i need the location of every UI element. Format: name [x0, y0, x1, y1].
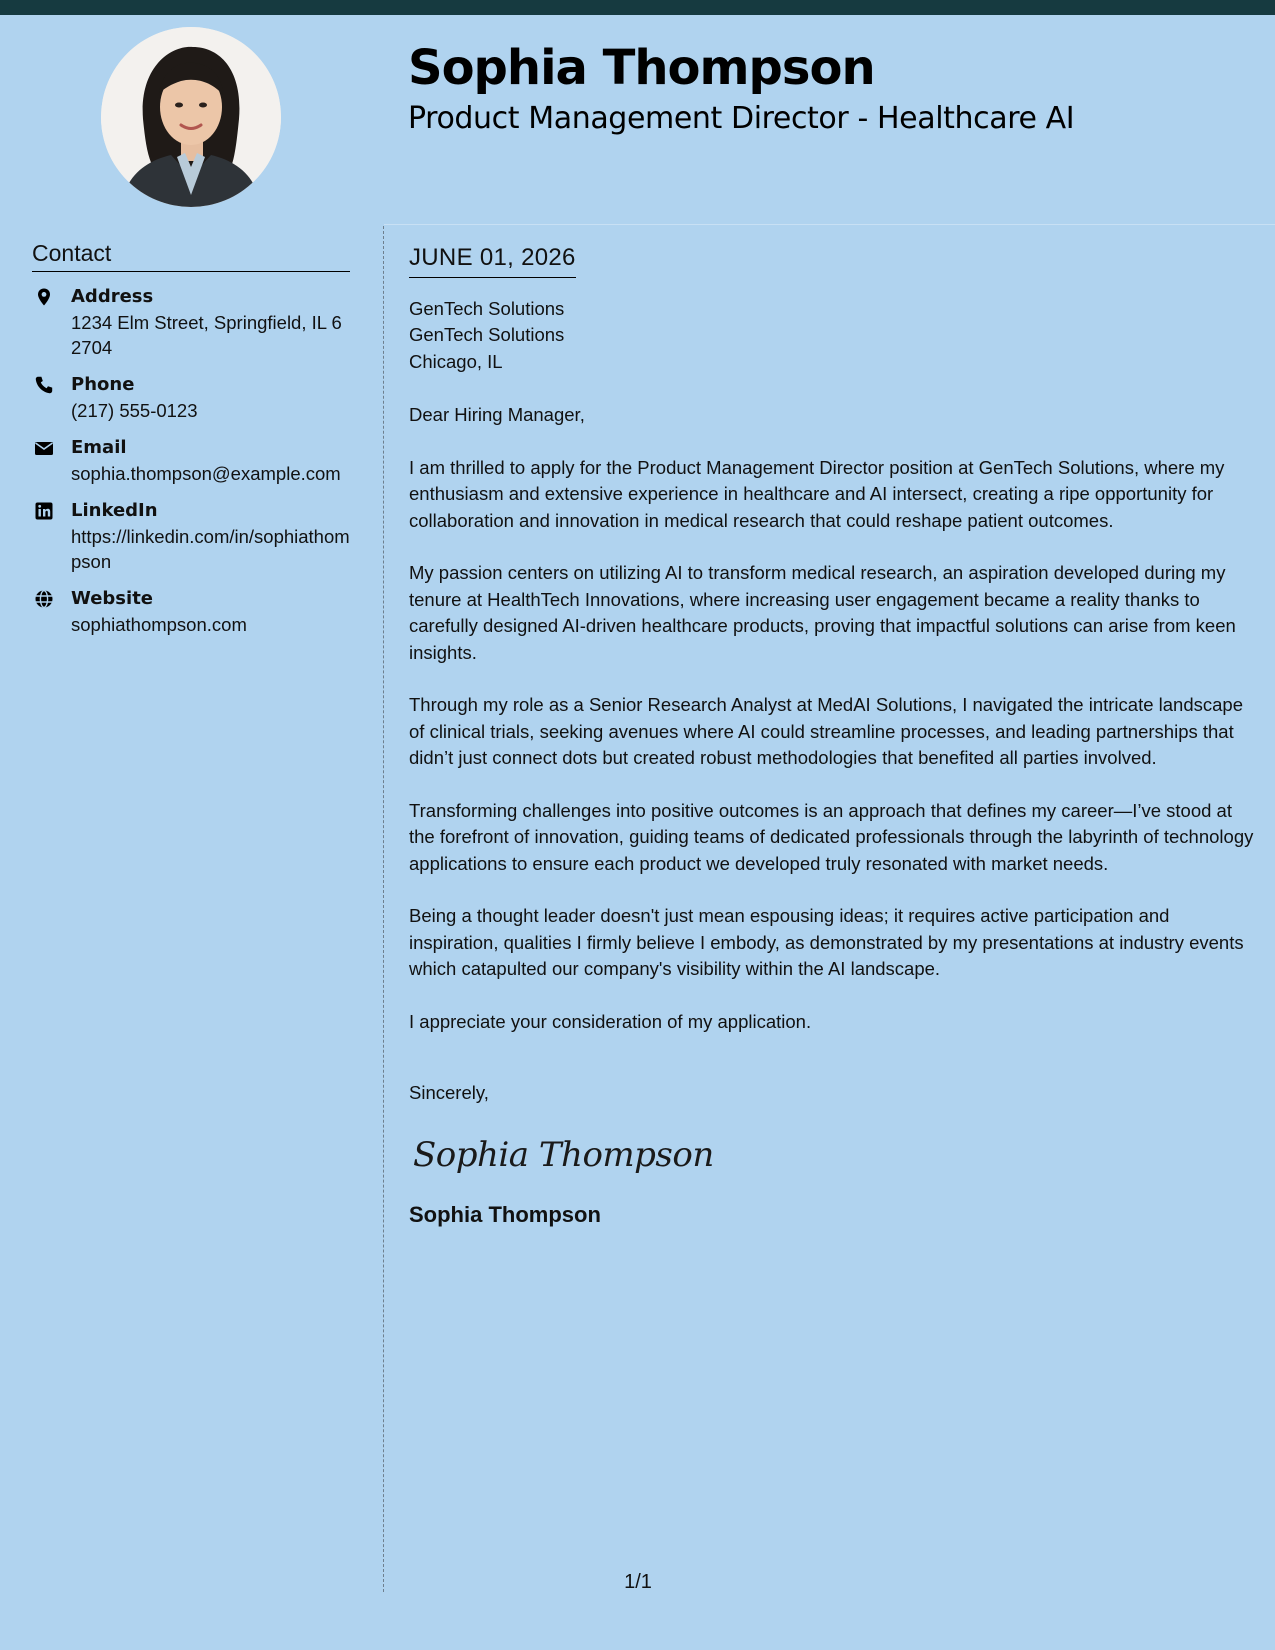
letter-date: JUNE 01, 2026 — [409, 244, 576, 278]
contact-item-linkedin — [32, 498, 352, 574]
phone-value[interactable]: (217) 555-0123 — [71, 400, 198, 421]
linkedin-icon — [34, 501, 54, 521]
globe-icon — [34, 589, 54, 609]
header-divider — [384, 224, 1275, 225]
letter-paragraph: Transforming challenges into positive outcomes is an approach that defines my career—I’ve stood at the forefront of innovation, guiding teams of dedicated professionals through the labyrinth of technology applications to ensure each product we developed truly resonated with market needs. — [409, 799, 1254, 874]
email-label: Email — [71, 437, 127, 458]
contact-list — [32, 284, 352, 649]
letter-paragraph: My passion centers on utilizing AI to transform medical research, an aspiration developed during my tenure at HealthTech Innovations, where increasing user engagement became a reality thanks to carefully designed AI-driven healthcare products, proving that impactful solutions can arise from keen insights. — [409, 562, 1236, 663]
address-label: Address — [71, 286, 154, 307]
letter-paragraph: I appreciate your consideration of my application. — [409, 1010, 812, 1032]
website-value[interactable]: sophiathompson.com — [71, 614, 247, 635]
job-title: Product Management Director - Healthcare AI — [408, 101, 1075, 136]
envelope-icon — [34, 438, 54, 458]
signer-name: Sophia Thompson — [409, 1201, 601, 1227]
linkedin-label: LinkedIn — [71, 500, 158, 521]
page-number: 1/1 — [624, 1571, 652, 1593]
letter-paragraph: I am thrilled to apply for the Product Management Director position at GenTech Solutions, where my enthusiasm and extensive experience in healthcare and AI intersect, creating a ripe opportunity for collaboration and innovation in medical research that could reshape patient outcomes. — [409, 456, 1225, 531]
contact-item-website — [32, 586, 352, 637]
linkedin-value[interactable]: https://linkedin.com/in/sophiathompson — [71, 526, 350, 572]
letter-paragraph: Being a thought leader doesn't just mean espousing ideas; it requires active participation and inspiration, qualities I firmly believe I embody, as demonstrated by my presentations at industry events which catapulted our company's visibility within the AI landscape. — [409, 905, 1244, 980]
contact-item-address — [32, 284, 352, 360]
phone-icon — [34, 375, 54, 395]
column-divider — [383, 226, 384, 1592]
recipient-line: GenTech Solutions — [409, 324, 565, 346]
address-value: 1234 Elm Street, Springfield, IL 62704 — [71, 312, 342, 358]
top-accent-bar — [0, 0, 1275, 15]
closing: Sincerely, — [409, 1082, 489, 1104]
contact-heading: Contact — [32, 240, 350, 272]
contact-item-email — [32, 435, 352, 486]
map-pin-icon — [34, 287, 54, 307]
letter-paragraph: Through my role as a Senior Research Analyst at MedAI Solutions, I navigated the intricate landscape of clinical trials, seeking avenues where AI could streamline processes, and leading partnerships that didn’t just connect dots but created robust methodologies that benefited all parties involved. — [409, 694, 1243, 769]
cover-letter — [409, 244, 1254, 1228]
contact-item-phone — [32, 372, 352, 423]
recipient-line: GenTech Solutions — [409, 297, 565, 319]
profile-photo — [101, 27, 281, 207]
recipient-line: Chicago, IL — [409, 350, 503, 372]
website-label: Website — [71, 588, 154, 609]
handwritten-signature: Sophia Thompson — [413, 1134, 714, 1175]
applicant-name: Sophia Thompson — [408, 40, 875, 96]
email-value[interactable]: sophia.thompson@example.com — [71, 463, 341, 484]
recipient-block — [409, 296, 1254, 376]
phone-label: Phone — [71, 374, 135, 395]
salutation: Dear Hiring Manager, — [409, 404, 585, 426]
